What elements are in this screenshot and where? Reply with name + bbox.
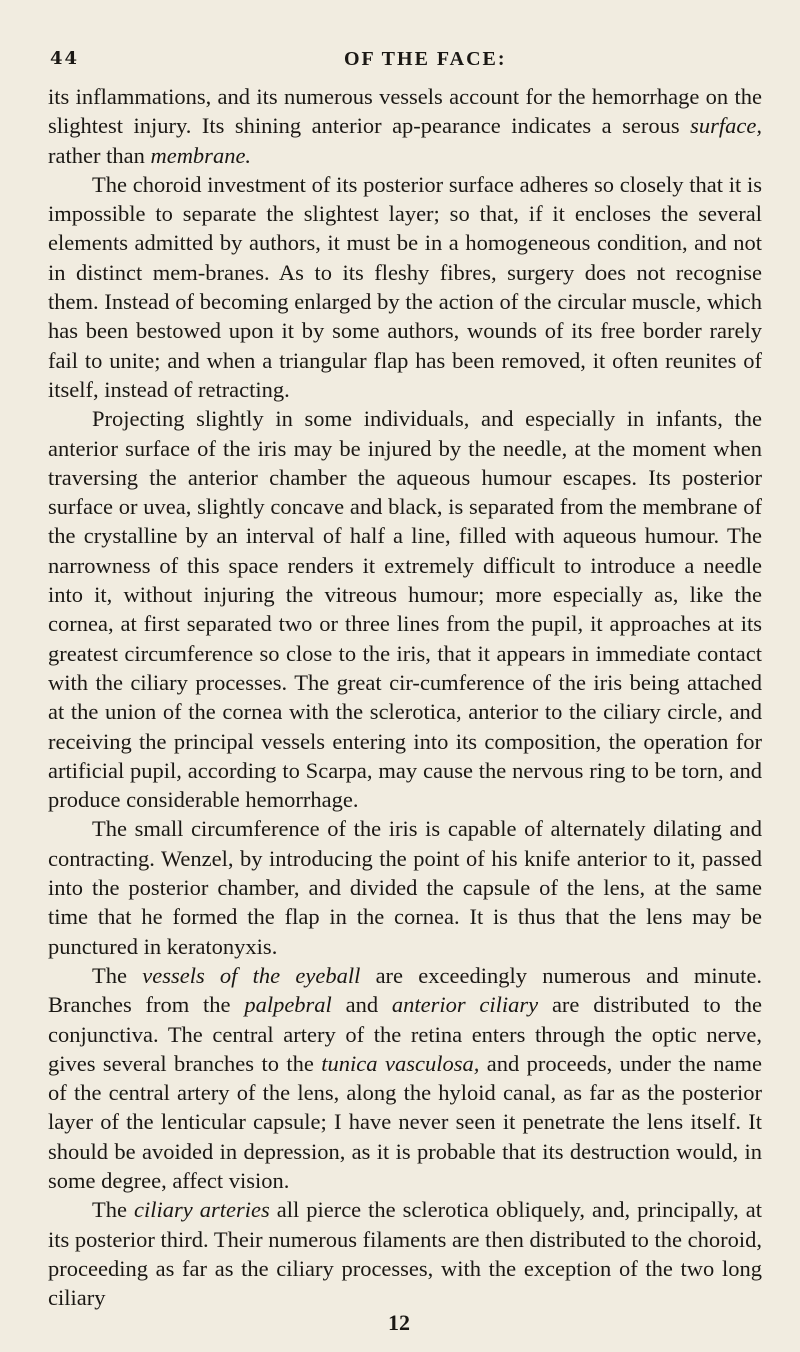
paragraph bbox=[48, 170, 762, 404]
page-number: 44 bbox=[50, 48, 80, 69]
text-run: are exceedingly numerous and minute. Branches from the bbox=[48, 962, 762, 1018]
paragraph bbox=[48, 961, 762, 1195]
italic-text: anterior ciliary bbox=[391, 992, 539, 1018]
signature-mark: 12 bbox=[388, 1310, 410, 1335]
body-text bbox=[48, 82, 762, 1312]
text-run: rather than bbox=[48, 142, 151, 168]
text-run: The small circumference of the iris is capable of alternately dilating and contracting. Wenzel, by introducing the point of his knife anterior to it, passed into the posterior chamber, and divided the capsule of the lens, at the same time that he formed the flap in the cornea. It is thus that the lens may be punctured in keratonyxis. bbox=[48, 816, 762, 959]
text-run: are distributed to the conjunctiva. The central artery of the retina enters through the optic nerve, gives several branches to the bbox=[48, 992, 762, 1076]
italic-text: surface, bbox=[690, 113, 762, 139]
page-header bbox=[48, 40, 762, 76]
paragraph bbox=[48, 82, 762, 170]
italic-text: ciliary arteries bbox=[133, 1197, 270, 1223]
text-run: The bbox=[92, 1197, 134, 1223]
text-run: all pierce the sclerotica obliquely, and, principally, at its posterior third. Their numerous filaments are then distributed to the choroid, proceeding as far as the ciliary processes, with the exception of the two long ciliary bbox=[48, 1197, 762, 1311]
running-title: OF THE FACE: bbox=[344, 48, 507, 70]
italic-text: membrane. bbox=[150, 142, 252, 168]
text-run: The choroid investment of its posterior surface adheres so closely that it is impossible to separate the slightest layer; so that, if it encloses the several elements admitted by authors, it must be in a homogeneous condition, and not in distinct mem-branes. As to its fleshy fibres, surgery does not recognise them. Instead of becoming enlarged by the action of the circular muscle, which has been bestowed upon it by some authors, wounds of its free border rarely fail to unite; and when a triangular flap has been removed, it often reunites of itself, instead of retracting. bbox=[48, 171, 762, 402]
paragraph bbox=[48, 814, 762, 960]
text-run: The bbox=[92, 962, 143, 988]
text-run: its inflammations, and its numerous vessels account for the hemorrhage on the slightest injury. Its shining anterior ap-pearance indicates a serous bbox=[48, 84, 762, 139]
paragraph bbox=[48, 1195, 762, 1312]
italic-text: palpebral bbox=[244, 992, 332, 1018]
text-run: and bbox=[331, 992, 392, 1018]
text-run: and proceeds, under the name of the central artery of the lens, along the hyloid canal, as far as the posterior layer of the lenticular capsule; I have never seen it penetrate the lens itself. It should be avoided in depression, as it is probable that its destruction would, in some degree, affect vision. bbox=[48, 1050, 762, 1193]
text-run: Projecting slightly in some individuals, and especially in infants, the anterior surface of the iris may be injured by the needle, at the moment when traversing the anterior chamber the aqueous humour escapes. Its posterior surface or uvea, slightly concave and black, is separated from the membrane of the crystalline by an interval of half a line, filled with aqueous humour. The narrowness of this space renders it extremely difficult to introduce a needle into it, without injuring the vitreous humour; more especially as, like the cornea, at first separated two or three lines from the pupil, it approaches at its greatest circumference so close to the iris, that it appears in immediate contact with the ciliary processes. The great cir-cumference of the iris being attached at the union of the cornea with the sclerotica, anterior to the ciliary circle, and receiving the principal vessels entering into its composition, the operation for artificial pupil, according to Scarpa, may cause the nervous ring to be torn, and produce considerable hemorrhage. bbox=[48, 406, 762, 813]
italic-text: tunica vasculosa, bbox=[321, 1050, 480, 1076]
paragraph bbox=[48, 404, 762, 814]
italic-text: vessels of the eyeball bbox=[142, 962, 361, 988]
